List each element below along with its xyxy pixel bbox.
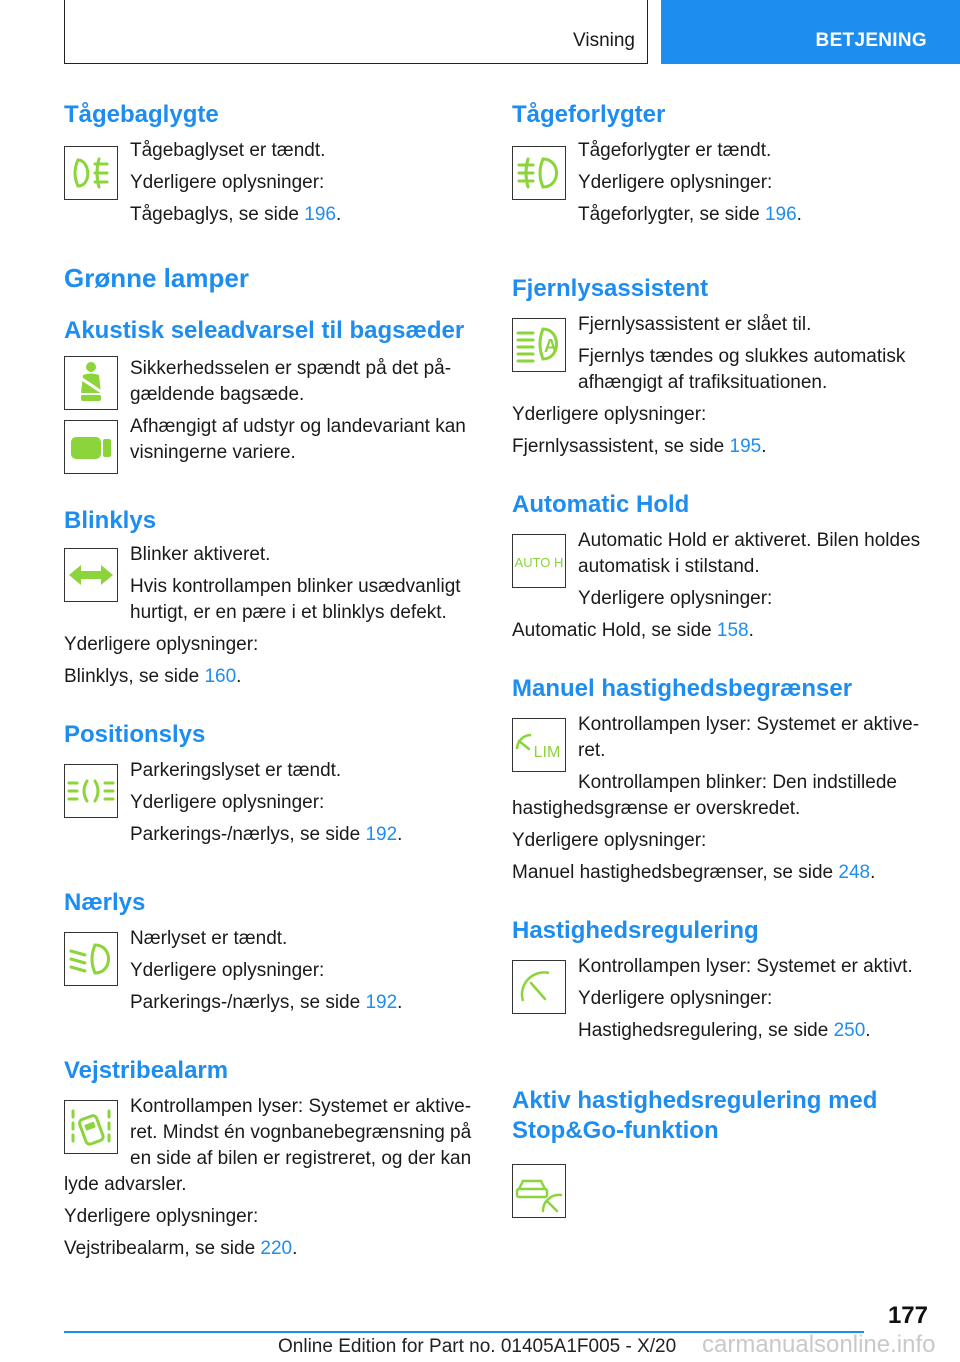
page-link[interactable]: 195	[729, 436, 762, 457]
seatbelt-icon	[64, 356, 118, 410]
low-beam-text: Nærlyset er tændt.	[130, 928, 288, 949]
cruise-text: Yderligere oplysninger:	[578, 988, 773, 1009]
limiter-text-cont: hastighedsgrænse er overskredet.	[512, 798, 801, 819]
svg-text:AUTO H: AUTO H	[514, 555, 564, 570]
auto-hold-entry	[512, 528, 928, 612]
chapter-tab[interactable]	[661, 0, 960, 64]
parking-light-entry	[64, 758, 478, 858]
watermark: carmanualsonline.info	[702, 1331, 936, 1358]
hba-more: Yderligere oplysninger:	[512, 404, 707, 425]
parking-ref-line: Parkerings-/nærlys, se side 192.	[130, 824, 403, 845]
limiter-ref-line: Manuel hastighedsbegrænser, se side 248.	[512, 862, 876, 883]
limiter-text: Kontrollampen blinker: Den indstillede	[578, 772, 897, 793]
header-section-label: Visning	[573, 30, 635, 51]
lane-text: Kontrollampen lyser: Systemet er aktive-ret. Mindst én vognbanebegrænsning på en side af bilen er registreret, og der kan	[130, 1096, 472, 1169]
parking-light-icon	[64, 764, 118, 818]
active-cruise-entry	[512, 1164, 928, 1220]
section-title-active-cruise: Aktiv hastighedsregulering med Stop&Go-funktion	[512, 1087, 878, 1144]
active-cruise-icon	[512, 1164, 566, 1218]
page-number: 177	[887, 1302, 928, 1329]
rear-fog-line: Yderligere oplysninger:	[130, 172, 325, 193]
svg-text:LIM: LIM	[533, 744, 561, 761]
lane-text-cont: lyde advarsler.	[64, 1174, 187, 1195]
hba-ref-line: Fjernlysassistent, se side 195.	[512, 436, 767, 457]
page-link[interactable]: 250	[833, 1020, 866, 1041]
parking-text: Yderligere oplysninger:	[130, 792, 325, 813]
lane-departure-icon	[64, 1100, 118, 1154]
rear-seat-icon	[64, 420, 118, 474]
group-title-green-lamps: Grønne lamper	[64, 263, 249, 293]
hba-text: Fjernlys tændes og slukkes automatisk afhængigt af trafiksituationen.	[578, 346, 906, 393]
low-beam-ref-line: Parkerings-/nærlys, se side 192.	[130, 992, 403, 1013]
cruise-ref-line: Hastighedsregulering, se side 250.	[578, 1020, 871, 1041]
front-fog-text: Tågeforlygter er tændt.	[578, 140, 772, 161]
section-title-low-beam: Nærlys	[64, 889, 146, 916]
low-beam-entry	[64, 926, 478, 1026]
rear-fog-line: Tågebaglyset er tændt.	[130, 140, 326, 161]
cruise-control-icon	[512, 960, 566, 1014]
seatbelt-text: Sikkerhedsselen er spændt på det på-gældende bagsæde.	[130, 358, 452, 405]
right-column	[512, 100, 928, 1220]
rear-fog-ref-line: Tågebaglys, se side 196.	[130, 204, 342, 225]
section-title-seatbelt: Akustisk seleadvarsel til bagsæder	[64, 317, 465, 344]
limiter-text: Kontrollampen lyser: Systemet er aktive-ret.	[578, 714, 920, 761]
section-title-cruise-control: Hastighedsregulering	[512, 917, 759, 944]
auto-hold-ref-line: Automatic Hold, se side 158.	[512, 620, 754, 641]
hba-text: Fjernlysassistent er slået til.	[578, 314, 812, 335]
section-title-front-fog: Tågeforlygter	[512, 101, 666, 128]
turn-signal-icon	[64, 548, 118, 602]
left-column	[64, 100, 478, 1268]
front-fog-ref-line: Tågeforlygter, se side 196.	[578, 204, 802, 225]
speed-limiter-icon	[512, 718, 566, 772]
low-beam-text: Yderligere oplysninger:	[130, 960, 325, 981]
turn-signal-ref-line: Blinklys, se side 160.	[64, 666, 242, 687]
section-title-speed-limiter: Manuel hastighedsbegrænser	[512, 675, 853, 702]
chapter-tab-label: BETJENING	[815, 30, 927, 51]
auto-hold-more: Yderligere oplysninger:	[578, 588, 773, 609]
page-link[interactable]: 196	[764, 204, 797, 225]
section-title-turn-signal: Blinklys	[64, 507, 157, 534]
front-fog-text: Yderligere oplysninger:	[578, 172, 773, 193]
seatbelt-text: Afhængigt af udstyr og landevariant kan visningerne variere.	[130, 416, 466, 463]
section-title-auto-hold: Automatic Hold	[512, 491, 690, 518]
turn-signal-entry	[64, 542, 478, 626]
lane-ref-line: Vejstribealarm, se side 220.	[64, 1238, 298, 1259]
header-section-box	[64, 0, 648, 64]
section-title-lane-departure: Vejstribealarm	[64, 1057, 229, 1084]
front-fog-entry	[512, 138, 928, 238]
page-link[interactable]: 192	[365, 992, 398, 1013]
page-link[interactable]: 248	[838, 862, 871, 883]
lane-departure-entry	[64, 1094, 478, 1172]
auto-hold-text: Automatic Hold er aktiveret. Bilen holdes automatisk i stilstand.	[578, 530, 921, 577]
lane-more: Yderligere oplysninger:	[64, 1206, 259, 1227]
front-fog-light-icon	[512, 146, 566, 200]
high-beam-assist-entry	[512, 312, 928, 396]
page-link[interactable]: 158	[716, 620, 749, 641]
page-link[interactable]: 196	[304, 204, 336, 225]
cruise-text: Kontrollampen lyser: Systemet er aktivt.	[578, 956, 913, 977]
high-beam-assist-icon	[512, 318, 566, 372]
section-title-rear-fog: Tågebaglygte	[64, 101, 219, 128]
rear-fog-light-icon	[64, 146, 118, 200]
parking-text: Parkeringslyset er tændt.	[130, 760, 342, 781]
turn-signal-text: Hvis kontrollampen blinker usædvanligt hurtigt, er en pære i et blinklys defekt.	[130, 576, 461, 623]
speed-limiter-entry	[512, 712, 928, 796]
turn-signal-text: Blinker aktiveret.	[130, 544, 271, 565]
auto-hold-icon	[512, 534, 566, 588]
page-link[interactable]: 160	[204, 666, 237, 687]
seatbelt-entry	[64, 356, 478, 484]
limiter-more: Yderligere oplysninger:	[512, 830, 707, 851]
turn-signal-more: Yderligere oplysninger:	[64, 634, 259, 655]
rear-fog-entry	[64, 138, 478, 238]
page-link[interactable]: 192	[365, 824, 398, 845]
section-title-high-beam-assist: Fjernlysassistent	[512, 275, 709, 302]
svg-text:A: A	[544, 336, 557, 356]
cruise-control-entry	[512, 954, 928, 1054]
footer-edition: Online Edition for Part no. 01405A1F005 - X/20	[278, 1336, 677, 1357]
page-link[interactable]: 220	[260, 1238, 293, 1259]
low-beam-icon	[64, 932, 118, 986]
section-title-parking-light: Positionslys	[64, 721, 206, 748]
